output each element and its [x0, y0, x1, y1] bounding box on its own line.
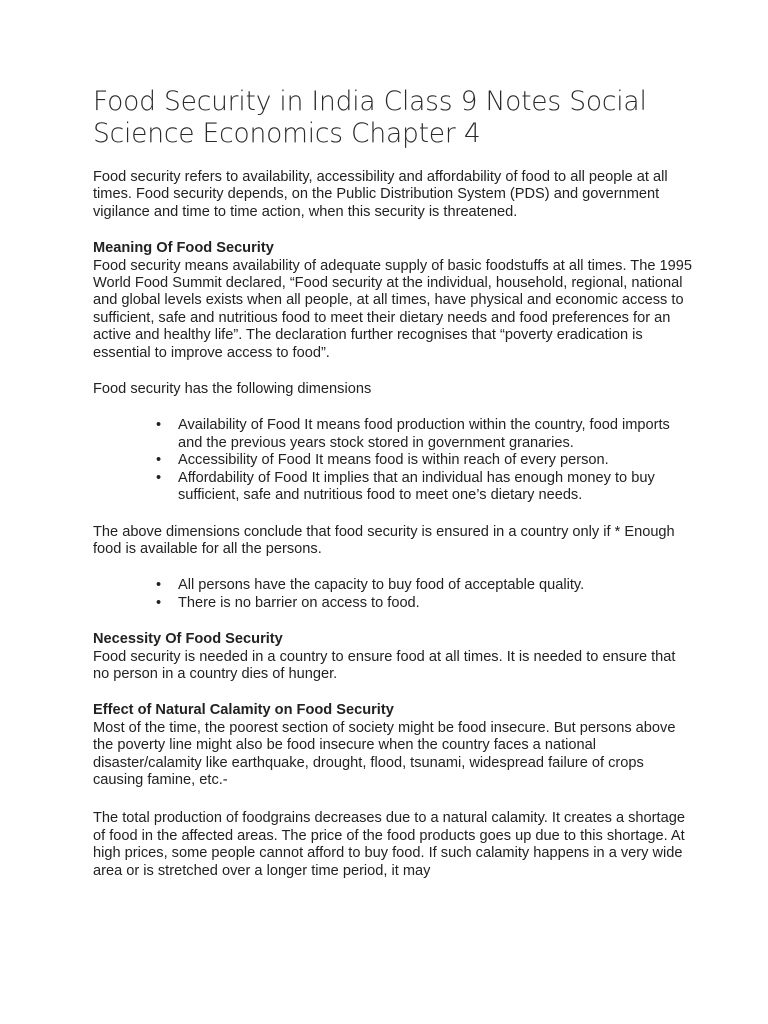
list-item-text: Accessibility of Food It means food is within reach of every person. — [178, 452, 609, 469]
meaning-paragraph: Food security means availability of adequate supply of basic foodstuffs at all times. The 1995 World Food Summit declared, “Food security at the individual, household, regional, national and global levels exists when all people, at all times, have physical and economic access to sufficient, safe and nutritious food to meet their dietary needs and food preferences for an active and healthy life”. The declaration further recognises that “poverty eradication is essential to improve access to food”. — [93, 257, 692, 361]
calamity-heading: Effect of Natural Calamity on Food Security — [93, 702, 394, 719]
conditions-list — [93, 577, 693, 612]
bullet-icon: • — [156, 594, 162, 611]
list-item — [156, 452, 693, 469]
list-item-text: Affordability of Food It implies that an individual has enough money to buy sufficient, safe and nutritious food to meet one’s dietary needs. — [178, 469, 655, 504]
document-page — [93, 86, 693, 880]
necessity-paragraph: Food security is needed in a country to ensure food at all times. It is needed to ensure that no person in a country dies of hunger. — [93, 648, 676, 682]
calamity-paragraph: Most of the time, the poorest section of society might be food insecure. But persons above the poverty line might also be food insecure when the country faces a national disaster/calamity like earthquake, drought, flood, tsunami, widespread failure of crops causing famine, etc.- — [93, 719, 676, 788]
meaning-section — [93, 240, 693, 362]
list-item — [156, 469, 693, 505]
dimensions-list — [93, 417, 693, 504]
intro-paragraph: Food security refers to availability, accessibility and affordability of food to all people at all times. Food security depends, on the Public Distribution System (PDS) and government vigilance and time to time action, when this security is threatened. — [93, 169, 668, 220]
list-item — [156, 577, 693, 594]
list-item-text: There is no barrier on access to food. — [178, 594, 420, 611]
conclusion-paragraph: The above dimensions conclude that food security is ensured in a country only if * Enough food is available for all the persons. — [93, 523, 675, 557]
bullet-icon: • — [156, 469, 162, 486]
necessity-heading: Necessity Of Food Security — [93, 631, 283, 648]
list-item — [156, 417, 693, 452]
list-item — [156, 594, 693, 612]
necessity-section — [93, 631, 693, 683]
page-title: Food Security in India Class 9 Notes Social Science Economics Chapter 4 — [93, 86, 647, 149]
meaning-heading: Meaning Of Food Security — [93, 240, 274, 257]
bullet-icon: • — [156, 417, 162, 434]
bullet-icon: • — [156, 577, 162, 594]
bullet-icon: • — [156, 452, 162, 469]
list-item-text: All persons have the capacity to buy food of acceptable quality. — [178, 577, 585, 594]
dimensions-intro: Food security has the following dimensions — [93, 381, 372, 398]
calamity-paragraph-2: The total production of foodgrains decreases due to a natural calamity. It creates a shortage of food in the affected areas. The price of the food products goes up due to this shortage. At high prices, some people cannot afford to buy food. If such calamity happens in a very wide area or is stretched over a longer time period, it may — [93, 810, 685, 879]
calamity-section — [93, 702, 693, 789]
list-item-text: Availability of Food It means food production within the country, food imports and the previous years stock stored in government granaries. — [178, 417, 670, 451]
